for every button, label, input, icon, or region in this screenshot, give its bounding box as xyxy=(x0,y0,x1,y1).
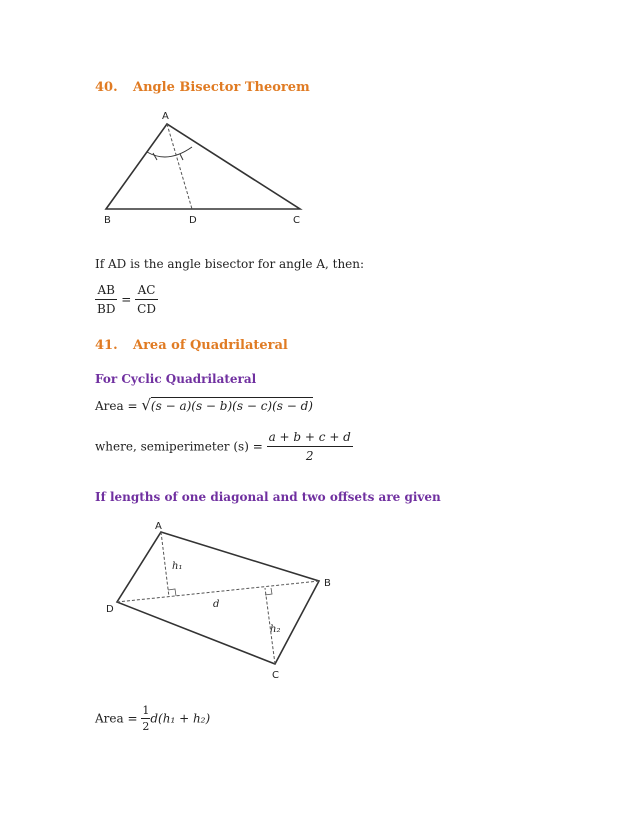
cyclic-heading: For Cyclic Quadrilateral xyxy=(95,372,257,386)
vertex-label-d: D xyxy=(189,215,197,226)
vertex-label-d: D xyxy=(106,604,114,615)
section-40-heading xyxy=(95,80,310,95)
half-den: 2 xyxy=(142,720,150,733)
label-h1: h₁ xyxy=(172,561,183,572)
diagonal-heading: If lengths of one diagonal and two offsets are given xyxy=(95,490,441,504)
cyclic-area-formula xyxy=(95,396,313,414)
vertex-label-c: C xyxy=(272,670,279,681)
vertex-label-a: A xyxy=(162,111,169,122)
where-label: where, semiperimeter (s) = xyxy=(95,439,263,454)
ratio-left-den: BD xyxy=(97,302,116,316)
offset-h1 xyxy=(161,532,169,597)
quadrilateral-diagram xyxy=(0,515,638,695)
vertex-label-a: A xyxy=(155,521,162,532)
bisector-ratio xyxy=(95,283,158,316)
label-d: d xyxy=(213,599,220,610)
area-label: Area = xyxy=(95,399,138,413)
ratio-equals: = xyxy=(121,292,132,307)
ratio-left xyxy=(95,283,117,316)
section-number: 40. xyxy=(95,80,118,95)
vertex-label-b: B xyxy=(324,578,331,589)
sqrt-sign: √ xyxy=(141,396,151,414)
half-num: 1 xyxy=(142,704,150,717)
section-title: Angle Bisector Theorem xyxy=(133,80,310,95)
arc-tick-left xyxy=(153,153,157,160)
ratio-right xyxy=(135,283,158,316)
bisector-statement: If AD is the angle bisector for angle A, then: xyxy=(95,257,365,271)
diagonal-area-formula xyxy=(95,704,210,733)
vertex-label-c: C xyxy=(293,215,300,226)
right-angle-mark-1 xyxy=(168,589,176,596)
angle-arc xyxy=(147,147,192,157)
section-41-heading xyxy=(95,338,288,353)
label-h2: h₂ xyxy=(270,624,281,635)
vertex-label-b: B xyxy=(104,215,111,226)
section-title: Area of Quadrilateral xyxy=(133,338,288,353)
ratio-right-num: AC xyxy=(135,283,158,300)
semi-den: 2 xyxy=(305,449,314,463)
area-label: Area = xyxy=(95,711,138,726)
half-fraction xyxy=(141,704,150,733)
ratio-right-den: CD xyxy=(137,302,156,316)
quadrilateral-abcd xyxy=(117,532,319,664)
triangle-abc xyxy=(106,124,300,209)
semi-fraction xyxy=(267,430,353,463)
semi-num: a + b + c + d xyxy=(267,430,353,447)
radicand: (s − a)(s − b)(s − c)(s − d) xyxy=(150,399,313,413)
semiperimeter-formula xyxy=(95,430,353,463)
arc-tick-right xyxy=(180,154,183,160)
formula-rest: d(h₁ + h₂) xyxy=(150,711,211,726)
ratio-left-num: AB xyxy=(95,283,117,300)
section-number: 41. xyxy=(95,338,118,353)
